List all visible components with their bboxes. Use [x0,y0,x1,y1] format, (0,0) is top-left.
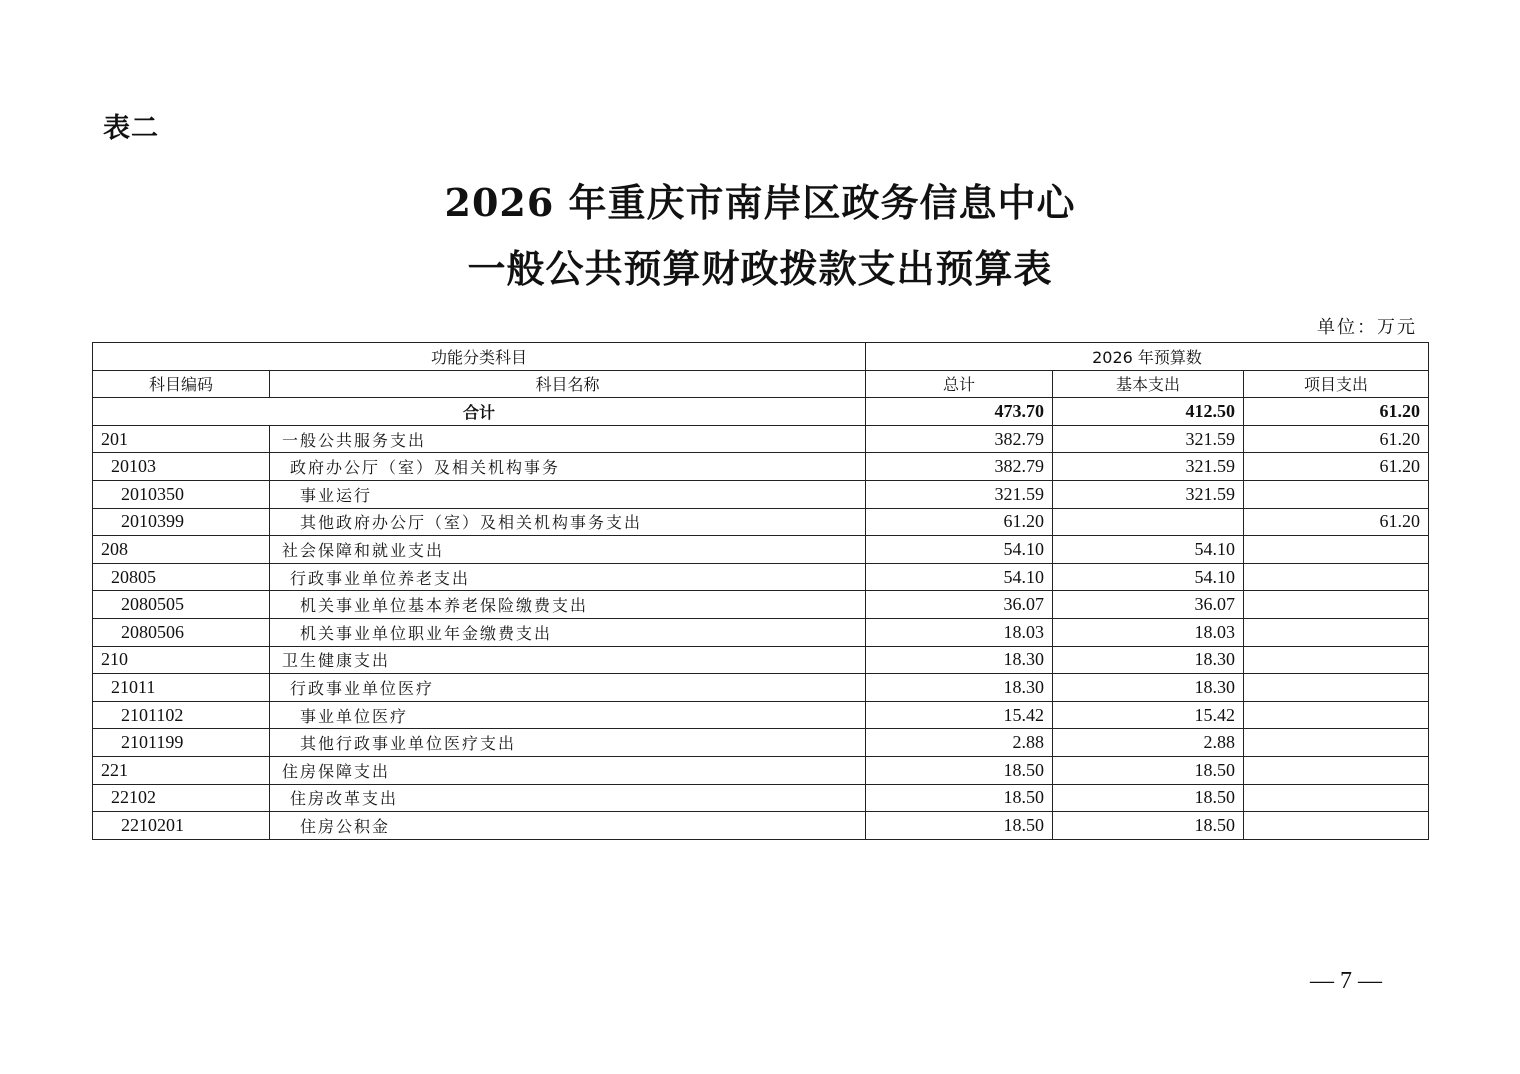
row-name: 一般公共服务支出 [270,425,866,453]
header-budget-year: 2026 年预算数 [866,343,1429,371]
row-code: 22102 [93,784,270,812]
row-project [1244,756,1429,784]
table-row [93,480,1429,508]
table-row [93,784,1429,812]
row-total: 36.07 [866,591,1053,619]
table-row [93,508,1429,536]
row-project [1244,784,1429,812]
row-code: 2010350 [93,480,270,508]
header-group-row [93,343,1429,371]
row-total: 61.20 [866,508,1053,536]
table-row [93,618,1429,646]
row-basic: 321.59 [1053,453,1244,481]
page-title-line1: 2026 年重庆市南岸区政务信息中心 [444,180,1076,225]
row-total: 2.88 [866,729,1053,757]
total-row [93,398,1429,426]
row-total: 15.42 [866,701,1053,729]
row-project [1244,591,1429,619]
row-project: 61.20 [1244,508,1429,536]
table-row [93,674,1429,702]
row-name: 住房改革支出 [270,784,866,812]
row-basic: 321.59 [1053,480,1244,508]
row-basic: 54.10 [1053,563,1244,591]
table-row [93,756,1429,784]
table-row [93,453,1429,481]
row-code: 2101102 [93,701,270,729]
row-project [1244,729,1429,757]
doc-label: 表二 [103,113,159,144]
row-total: 54.10 [866,536,1053,564]
row-code: 2080506 [93,618,270,646]
unit-label: 单位：万元 [1317,317,1417,338]
row-basic [1053,508,1244,536]
row-code: 210 [93,646,270,674]
row-total: 18.50 [866,756,1053,784]
table-row [93,591,1429,619]
row-code: 2010399 [93,508,270,536]
row-project: 61.20 [1244,425,1429,453]
table-row [93,563,1429,591]
row-total: 54.10 [866,563,1053,591]
table-row [93,812,1429,840]
row-basic: 18.50 [1053,756,1244,784]
total-total: 473.70 [866,398,1053,426]
row-name: 机关事业单位基本养老保险缴费支出 [270,591,866,619]
budget-table [92,342,1429,840]
row-basic: 18.03 [1053,618,1244,646]
row-code: 208 [93,536,270,564]
row-project [1244,674,1429,702]
row-total: 321.59 [866,480,1053,508]
row-basic: 54.10 [1053,536,1244,564]
table-row [93,646,1429,674]
row-total: 18.30 [866,646,1053,674]
row-project [1244,480,1429,508]
row-basic: 321.59 [1053,425,1244,453]
row-name: 事业单位医疗 [270,701,866,729]
row-code: 221 [93,756,270,784]
page-title-line2: 一般公共预算财政拨款支出预算表 [467,246,1053,291]
header-code: 科目编码 [93,370,270,398]
row-code: 20805 [93,563,270,591]
header-column-row [93,370,1429,398]
row-basic: 36.07 [1053,591,1244,619]
row-total: 18.50 [866,784,1053,812]
row-project [1244,536,1429,564]
row-project [1244,812,1429,840]
row-name: 其他政府办公厅（室）及相关机构事务支出 [270,508,866,536]
total-project: 61.20 [1244,398,1429,426]
row-code: 201 [93,425,270,453]
row-project [1244,646,1429,674]
row-name: 住房公积金 [270,812,866,840]
header-name: 科目名称 [270,370,866,398]
table-row [93,729,1429,757]
row-code: 20103 [93,453,270,481]
row-basic: 2.88 [1053,729,1244,757]
total-label: 合计 [93,398,866,426]
row-name: 行政事业单位医疗 [270,674,866,702]
row-project [1244,563,1429,591]
row-total: 18.03 [866,618,1053,646]
row-total: 382.79 [866,425,1053,453]
row-name: 事业运行 [270,480,866,508]
row-total: 18.50 [866,812,1053,840]
header-function-category: 功能分类科目 [93,343,866,371]
row-name: 卫生健康支出 [270,646,866,674]
page-number: — 7 — [1310,968,1382,994]
row-name: 社会保障和就业支出 [270,536,866,564]
row-name: 住房保障支出 [270,756,866,784]
row-basic: 18.50 [1053,812,1244,840]
table-row [93,536,1429,564]
row-basic: 18.30 [1053,674,1244,702]
table-row [93,701,1429,729]
row-project [1244,701,1429,729]
row-name: 其他行政事业单位医疗支出 [270,729,866,757]
row-code: 2080505 [93,591,270,619]
row-name: 政府办公厅（室）及相关机构事务 [270,453,866,481]
header-project: 项目支出 [1244,370,1429,398]
row-name: 行政事业单位养老支出 [270,563,866,591]
row-total: 382.79 [866,453,1053,481]
row-project: 61.20 [1244,453,1429,481]
row-basic: 15.42 [1053,701,1244,729]
table-row [93,425,1429,453]
row-total: 18.30 [866,674,1053,702]
total-basic: 412.50 [1053,398,1244,426]
row-name: 机关事业单位职业年金缴费支出 [270,618,866,646]
row-basic: 18.50 [1053,784,1244,812]
header-basic: 基本支出 [1053,370,1244,398]
row-project [1244,618,1429,646]
row-code: 21011 [93,674,270,702]
row-code: 2101199 [93,729,270,757]
row-basic: 18.30 [1053,646,1244,674]
header-total: 总计 [866,370,1053,398]
row-code: 2210201 [93,812,270,840]
